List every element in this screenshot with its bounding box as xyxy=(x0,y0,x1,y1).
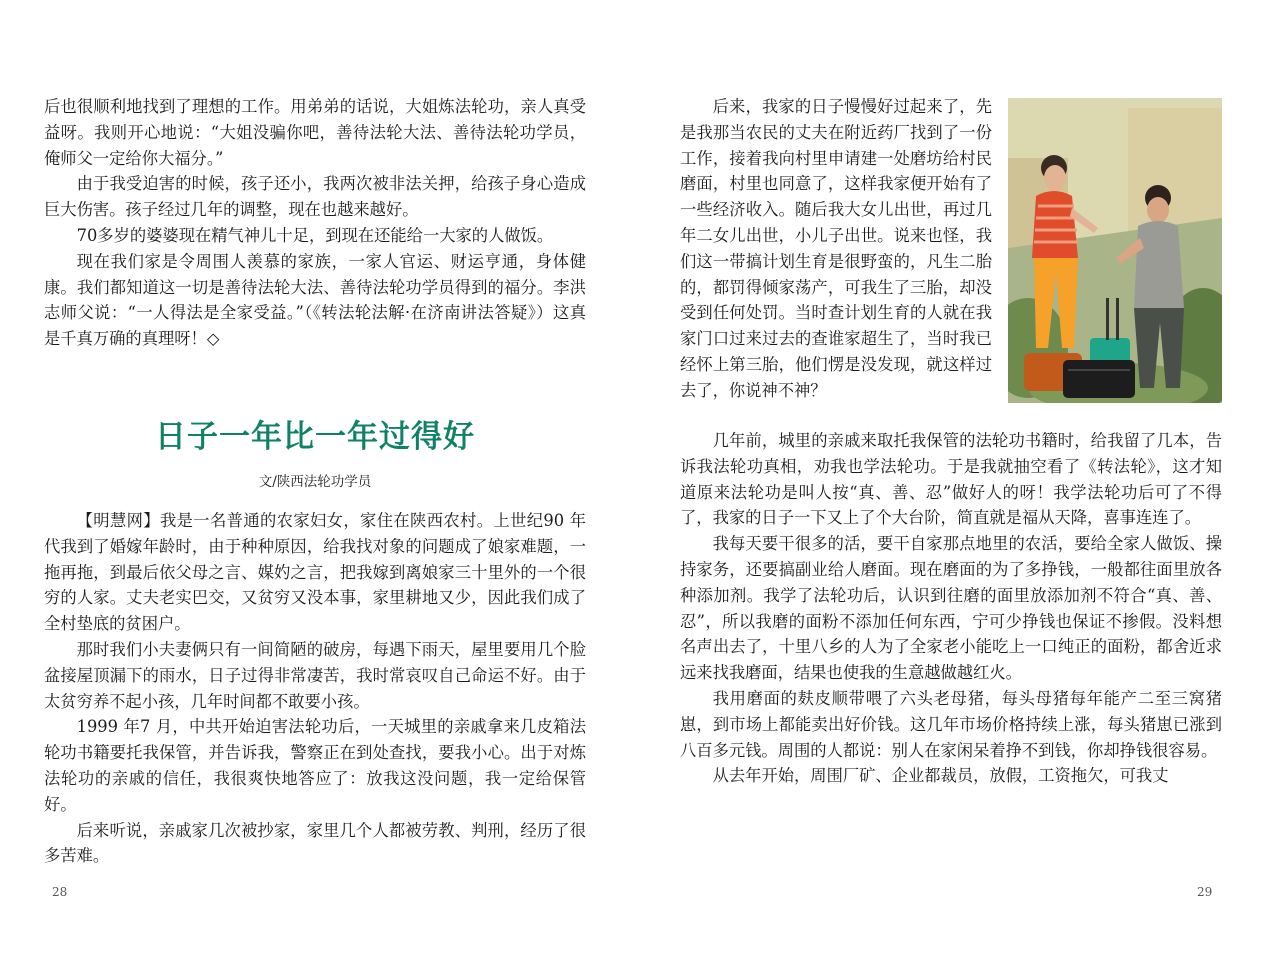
right-page xyxy=(633,0,1265,978)
right-bottom-text xyxy=(680,428,1222,789)
left-bottom-text xyxy=(44,508,586,869)
left-top-text xyxy=(44,94,586,352)
paragraph: 70多岁的婆婆现在精气神儿十足，到现在还能给一大家的人做饭。 xyxy=(76,225,554,245)
paragraph: 【明慧网】我是一名普通的农家妇女，家住在陕西农村。上世纪90 年代我到了婚嫁年龄时，由于种种原因，给我找对象的问题成了娘家难题，一拖再拖，到最后依父母之言、媒妁之言，把我嫁到离娘家三十里外的一个很穷的人家。丈夫老实巴交，又贫穷又没本事，家里耕地又少，因此我们成了全村垫底的贫困户。 xyxy=(44,511,586,634)
right-top-text xyxy=(680,94,992,404)
article-byline: 文/陕西法轮功学员 xyxy=(258,474,372,490)
page-number: 29 xyxy=(1197,885,1213,899)
paragraph: 我每天要干很多的活，要干自家那点地里的农活，要给全家人做饭、操持家务，还要搞副业给人磨面。现在磨面的为了多挣钱，一般都往面里放各种添加剂。我学了法轮功后，认识到往磨的面里放添加剂不符合“真、善、忍”，所以我磨的面粉不添加任何东西，宁可少挣钱也保证不掺假。没料想名声出去了，十里八乡的人为了全家老小能吃上一口纯正的面粉，都舍近求远来找我磨面，结果也使我的生意越做越红火。 xyxy=(680,534,1222,683)
paragraph: 从去年开始，周围厂矿、企业都裁员，放假，工资拖欠，可我丈 xyxy=(712,766,1169,786)
paragraph: 后来听说，亲戚家几次被抄家，家里几个人都被劳教、判刑，经历了很多苦难。 xyxy=(44,820,586,866)
illustration-couple-with-suitcases xyxy=(1008,98,1222,403)
paragraph: 后来，我家的日子慢慢好过起来了，先是我那当农民的丈夫在附近药厂找到了一份工作，接着我向村里申请建一处磨坊给村民磨面，村里也同意了，这样我家便开始有了一些经济收入。随后我大女儿出世，再过几年二女儿出世，小儿子出世。说来也怪，我们这一带搞计划生育是很野蛮的，凡生二胎的，都罚得倾家荡产，可我生了三胎，却没受到任何处罚。当时查计划生育的人就在我家门口过来过去的查谁家超生了，当时我已经怀上第三胎，他们愣是没发现，就这样过去了，你说神不神？ xyxy=(680,97,992,400)
page-number: 28 xyxy=(52,885,68,899)
paragraph: 我用磨面的麸皮顺带喂了六头老母猪，每头母猪每年能产二至三窝猪崽，到市场上都能卖出好价钱。这几年市场价格持续上涨，每头猪崽已涨到八百多元钱。周围的人都说：别人在家闲呆着挣不到钱，你却挣钱很容易。 xyxy=(680,688,1222,760)
paragraph: 那时我们小夫妻俩只有一间简陋的破房，每遇下雨天，屋里要用几个脸盆接屋顶漏下的雨水，日子过得非常凄苦，我时常哀叹自己命运不好。由于太贫穷养不起小孩，几年时间都不敢要小孩。 xyxy=(44,639,586,711)
paragraph: 几年前，城里的亲戚来取托我保管的法轮功书籍时，给我留了几本，告诉我法轮功真相，劝我也学法轮功。于是我就抽空看了《转法轮》，这才知道原来法轮功是叫人按“真、善、忍”做好人的呀！我学法轮功后可了不得了，我家的日子一下又上了个大台阶，简直就是福从天降，喜事连连了。 xyxy=(680,431,1222,528)
paragraph: 现在我们家是令周围人羡慕的家族，一家人官运、财运亨通，身体健康。我们都知道这一切是善待法轮大法、善待法轮功学员得到的福分。李洪志师父说：“一人得法是全家受益。”（《转法轮法解·在济南讲法答疑》）这真是千真万确的真理呀！◇ xyxy=(44,251,586,349)
left-page xyxy=(0,0,632,978)
paragraph: 1999 年7 月，中共开始迫害法轮功后，一天城里的亲戚拿来几皮箱法轮功书籍要托我保管，并告诉我，警察正在到处查找，要我小心。出于对炼法轮功的亲戚的信任，我很爽快地答应了：放我这没问题，我一定给保管好。 xyxy=(44,717,586,814)
paragraph: 由于我受迫害的时候，孩子还小，我两次被非法关押，给孩子身心造成巨大伤害。孩子经过几年的调整，现在也越来越好。 xyxy=(44,174,586,220)
paragraph: 后也很顺利地找到了理想的工作。用弟弟的话说，大姐炼法轮功，亲人真受益呀。我则开心地说：“大姐没骗你吧，善待法轮大法、善待法轮功学员，俺师父一定给你大福分。” xyxy=(44,97,586,168)
article-title: 日子一年比一年过得好 xyxy=(155,419,475,455)
